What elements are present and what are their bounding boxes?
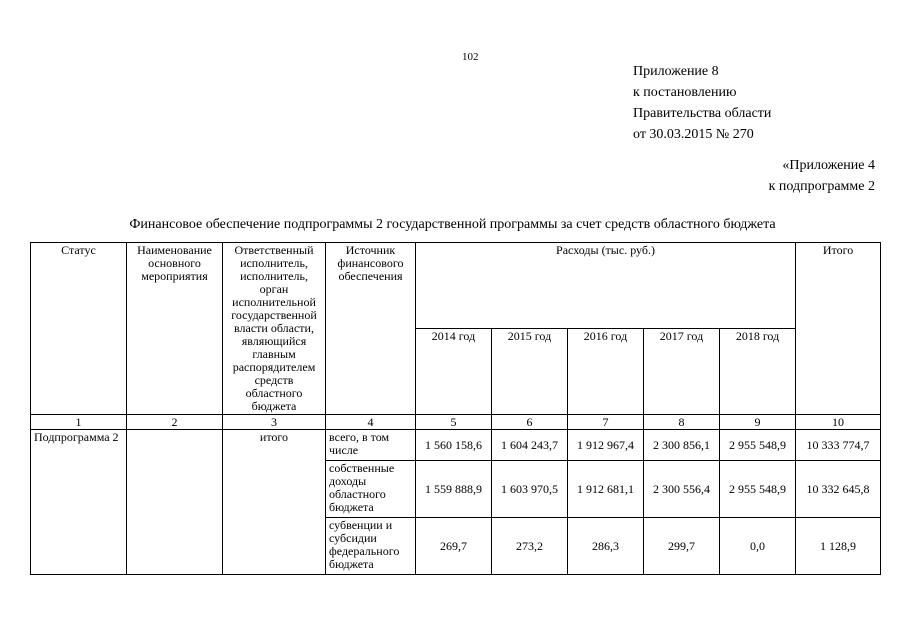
- header-year: 2018 год: [720, 329, 796, 415]
- column-number: 6: [492, 415, 568, 430]
- header-year: 2017 год: [644, 329, 720, 415]
- column-number-row: [31, 415, 881, 430]
- source-cell: всего, в том числе: [326, 430, 416, 461]
- column-number: 8: [644, 415, 720, 430]
- appendix-line: Приложение 8: [633, 64, 719, 79]
- executor-cell: итого: [223, 430, 326, 575]
- header-expenses: Расходы (тыс. руб.): [416, 243, 796, 329]
- value-cell: 273,2: [492, 518, 568, 575]
- appendix-line: Правительства области: [633, 106, 772, 121]
- value-cell: 2 955 548,9: [720, 430, 796, 461]
- header-source: Источник финансового обеспечения: [326, 243, 416, 415]
- appendix-line: от 30.03.2015 № 270: [633, 127, 754, 142]
- value-cell: 1 604 243,7: [492, 430, 568, 461]
- appendix-4-reference: [700, 155, 875, 197]
- header-year: 2014 год: [416, 329, 492, 415]
- value-cell: 286,3: [568, 518, 644, 575]
- value-cell: 1 603 970,5: [492, 461, 568, 518]
- measure-name-cell: [127, 430, 223, 575]
- table-row: [31, 430, 881, 461]
- value-cell: 269,7: [416, 518, 492, 575]
- column-number: 10: [796, 415, 881, 430]
- header-executor: Ответственный исполнитель, исполнитель, орган исполнительной государственной власти области, являющийся главным распорядителем средств областного бюджета: [223, 243, 326, 415]
- value-cell: 1 912 967,4: [568, 430, 644, 461]
- column-number: 9: [720, 415, 796, 430]
- value-cell: 1 559 888,9: [416, 461, 492, 518]
- appendix-line: «Приложение 4: [782, 158, 875, 173]
- header-row: [31, 243, 881, 329]
- value-cell: 1 560 158,6: [416, 430, 492, 461]
- total-cell: 1 128,9: [796, 518, 881, 575]
- header-year: 2016 год: [568, 329, 644, 415]
- appendix-8-reference: [633, 61, 771, 145]
- source-cell: собственные доходы областного бюджета: [326, 461, 416, 518]
- status-cell: Подпрограмма 2: [31, 430, 127, 575]
- page-number: 102: [462, 51, 479, 63]
- column-number: 4: [326, 415, 416, 430]
- value-cell: 0,0: [720, 518, 796, 575]
- column-number: 7: [568, 415, 644, 430]
- document-title: Финансовое обеспечение подпрограммы 2 государственной программы за счет средств областного бюджета: [129, 217, 776, 232]
- value-cell: 2 300 856,1: [644, 430, 720, 461]
- value-cell: 2 955 548,9: [720, 461, 796, 518]
- value-cell: 1 912 681,1: [568, 461, 644, 518]
- header-name: Наименование основного мероприятия: [127, 243, 223, 415]
- financing-table: [30, 242, 881, 575]
- header-year: 2015 год: [492, 329, 568, 415]
- total-cell: 10 332 645,8: [796, 461, 881, 518]
- total-cell: 10 333 774,7: [796, 430, 881, 461]
- header-status: Статус: [31, 243, 127, 415]
- column-number: 2: [127, 415, 223, 430]
- column-number: 5: [416, 415, 492, 430]
- source-cell: субвенции и субсидии федерального бюджета: [326, 518, 416, 575]
- appendix-line: к подпрограмме 2: [768, 179, 875, 194]
- column-number: 1: [31, 415, 127, 430]
- appendix-line: к постановлению: [633, 85, 737, 100]
- value-cell: 299,7: [644, 518, 720, 575]
- header-total: Итого: [796, 243, 881, 415]
- column-number: 3: [223, 415, 326, 430]
- value-cell: 2 300 556,4: [644, 461, 720, 518]
